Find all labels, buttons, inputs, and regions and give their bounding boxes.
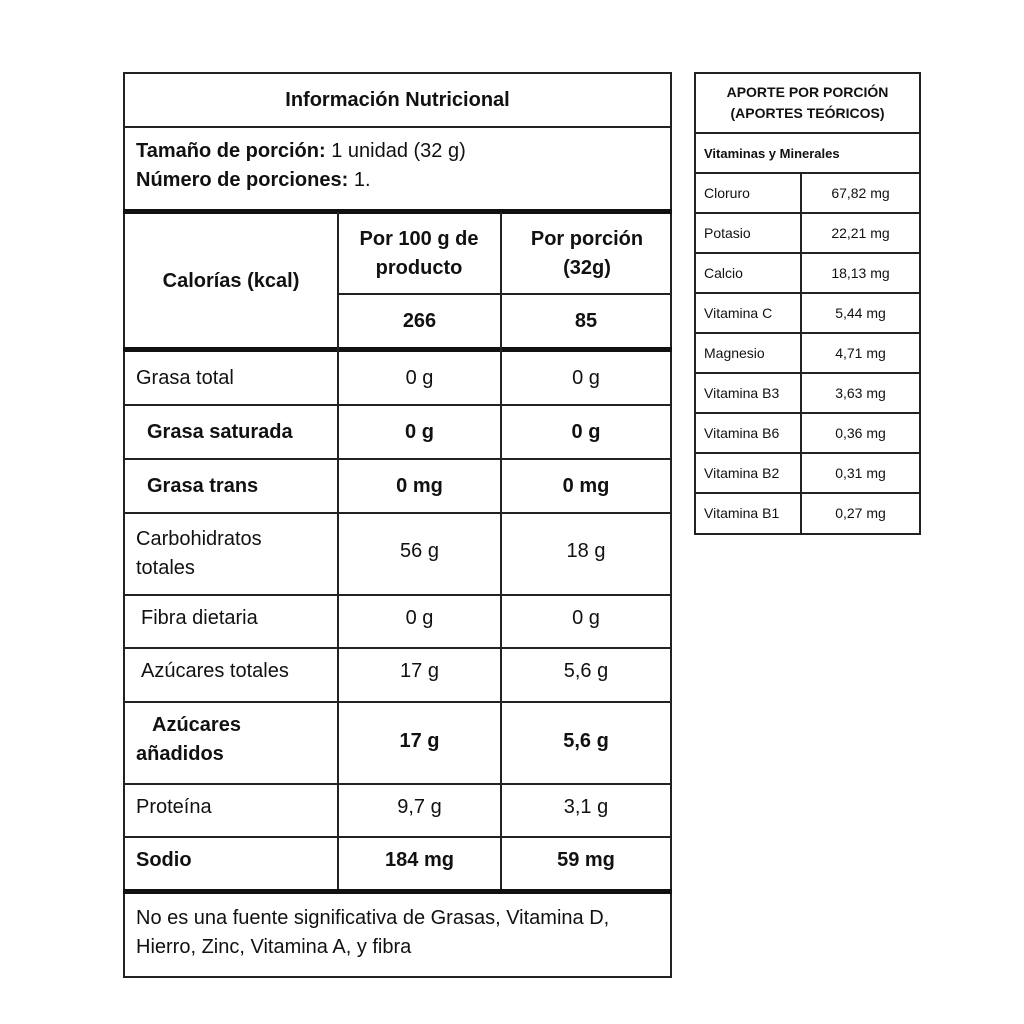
nutrient-name: Fibra dietaria xyxy=(141,607,258,629)
calories-per-100g: 266 xyxy=(402,309,437,332)
nutrient-name: Grasa trans xyxy=(147,474,259,497)
nutrient-name: Azúcares añadidos xyxy=(136,714,241,765)
mineral-value: 0,27 mg xyxy=(835,505,886,521)
nutrient-per-portion: 5,6 g xyxy=(563,660,609,682)
nutrient-per-100g: 0 g xyxy=(405,420,434,443)
mineral-name: Magnesio xyxy=(704,345,765,361)
mineral-name: Potasio xyxy=(704,225,751,241)
mineral-value: 3,63 mg xyxy=(835,385,886,401)
nutrient-name: Grasa saturada xyxy=(147,420,293,443)
serving-size-value: 1 unidad (32 g) xyxy=(325,140,466,162)
nutrient-per-portion: 0 g xyxy=(572,367,600,389)
nutrient-per-100g: 184 mg xyxy=(385,849,454,871)
minerals-title: APORTE POR PORCIÓN (APORTES TEÓRICOS) xyxy=(726,84,889,121)
mineral-name: Cloruro xyxy=(704,185,750,201)
servings-label: Número de porciones: xyxy=(136,169,349,191)
footnote: No es una fuente significativa de Grasas, Vitamina D, Hierro, Zinc, Vitamina A, y fibra xyxy=(136,907,610,958)
serving-info xyxy=(136,137,666,195)
nutrient-name: Proteína xyxy=(136,796,212,818)
servings-value: 1. xyxy=(348,169,371,191)
calories-per-portion: 85 xyxy=(574,309,598,332)
nutrient-per-portion: 0 g xyxy=(571,420,601,443)
mineral-name: Vitamina B6 xyxy=(704,425,780,441)
mineral-value: 0,36 mg xyxy=(835,425,886,441)
mineral-value: 4,71 mg xyxy=(835,345,886,361)
mineral-name: Vitamina B3 xyxy=(704,385,780,401)
serving-size-label: Tamaño de porción: xyxy=(136,140,326,162)
nutrient-per-portion: 59 mg xyxy=(557,849,615,871)
mineral-value: 67,82 mg xyxy=(831,185,890,201)
nutrient-per-100g: 0 mg xyxy=(396,474,443,497)
nutrient-per-portion: 3,1 g xyxy=(563,796,609,818)
mineral-name: Calcio xyxy=(704,265,743,281)
nutrient-per-100g: 17 g xyxy=(399,729,440,752)
mineral-name: Vitamina C xyxy=(704,305,773,321)
nutrition-title: Información Nutricional xyxy=(285,88,510,111)
calories-label: Calorías (kcal) xyxy=(162,270,300,292)
mineral-name: Vitamina B2 xyxy=(704,465,780,481)
mineral-name: Vitamina B1 xyxy=(704,505,780,521)
mineral-value: 18,13 mg xyxy=(831,265,890,281)
mineral-value: 22,21 mg xyxy=(831,225,890,241)
nutrient-per-100g: 56 g xyxy=(400,539,439,562)
minerals-subtitle: Vitaminas y Minerales xyxy=(704,145,840,161)
nutrient-name: Azúcares totales xyxy=(141,660,289,682)
nutrient-per-portion: 0 mg xyxy=(562,474,610,497)
mineral-value: 0,31 mg xyxy=(835,465,886,481)
nutrient-name: Carbohidratos totales xyxy=(136,528,262,579)
nutrient-per-100g: 9,7 g xyxy=(397,796,442,818)
nutrient-per-portion: 0 g xyxy=(572,607,600,629)
nutrient-per-100g: 17 g xyxy=(400,660,439,682)
nutrient-per-100g: 0 g xyxy=(405,367,434,389)
column-header-per-portion: Por porción (32g) xyxy=(530,228,644,279)
column-header-per-100g: Por 100 g de producto xyxy=(359,228,479,279)
nutrient-per-100g: 0 g xyxy=(405,607,434,629)
nutrient-name: Grasa total xyxy=(136,367,234,389)
mineral-value: 5,44 mg xyxy=(835,305,886,321)
nutrient-name: Sodio xyxy=(136,849,192,871)
nutrient-per-portion: 5,6 g xyxy=(563,729,609,752)
nutrient-per-portion: 18 g xyxy=(566,539,606,562)
